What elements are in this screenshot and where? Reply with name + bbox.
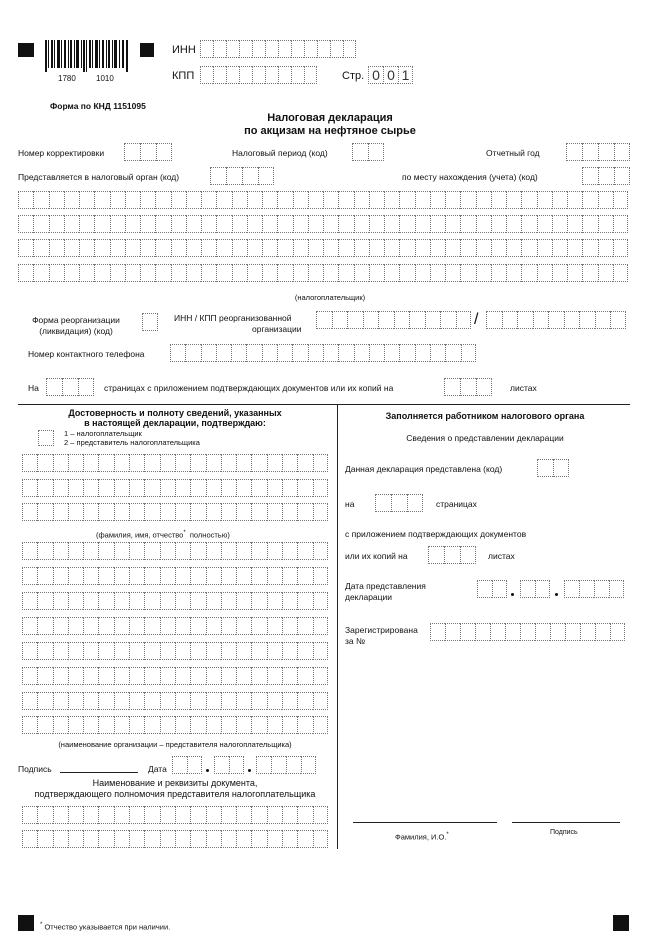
date-label: Дата bbox=[148, 764, 167, 774]
submission-day-cells[interactable] bbox=[477, 580, 507, 598]
fio-row[interactable] bbox=[22, 479, 328, 497]
pages-text: страницах с приложением подтверждающих документов или их копий на bbox=[104, 383, 394, 393]
title-line-2: по акцизам на нефтяное сырье bbox=[244, 125, 416, 137]
confirm-heading-1: Достоверность и полноту сведений, указанных bbox=[68, 408, 282, 418]
officer-signature-line[interactable] bbox=[512, 822, 620, 823]
date-day-cells[interactable] bbox=[172, 756, 202, 774]
with-docs-label: с приложением подтверждающих документов bbox=[345, 529, 527, 539]
report-year-label: Отчетный год bbox=[486, 148, 540, 158]
page-digit: 0 bbox=[368, 66, 383, 84]
page-digit: 1 bbox=[398, 66, 413, 84]
footnote-text: Отчество указывается при наличии. bbox=[44, 922, 171, 932]
officer-pages-label: страницах bbox=[436, 499, 477, 509]
page-label: Стр. bbox=[342, 70, 365, 82]
date-year-cells[interactable] bbox=[256, 756, 316, 774]
officer-on-label: на bbox=[345, 499, 355, 509]
authority-doc-row[interactable] bbox=[22, 806, 328, 824]
org-name-row[interactable] bbox=[22, 716, 328, 734]
barcode-number-right: 1010 bbox=[96, 74, 114, 83]
officer-name-line[interactable] bbox=[353, 822, 497, 823]
inn-cells[interactable] bbox=[200, 40, 356, 58]
page-number-cells bbox=[368, 66, 413, 84]
org-name-row[interactable] bbox=[22, 542, 328, 560]
officer-subheading: Сведения о представлении декларации bbox=[406, 433, 564, 443]
kpp-label: КПП bbox=[172, 70, 195, 82]
corner-marker-top-right bbox=[140, 43, 154, 57]
submission-date-label-2: декларации bbox=[345, 592, 393, 602]
org-name-row[interactable] bbox=[22, 592, 328, 610]
reorg-inn-label-1: ИНН / КПП реорганизованной bbox=[174, 313, 292, 323]
sheets-label: листах bbox=[510, 383, 537, 393]
officer-signature-label: Подпись bbox=[550, 829, 578, 836]
submitted-code-cells[interactable] bbox=[537, 459, 569, 477]
on-label: На bbox=[28, 383, 39, 393]
registered-label-2: за № bbox=[345, 636, 366, 646]
reorg-form-label-2: (ликвидация) (код) bbox=[39, 326, 113, 336]
title-line-1: Налоговая декларация bbox=[267, 112, 393, 124]
officer-heading: Заполняется работником налогового органа bbox=[385, 411, 585, 421]
reorg-inn-label-2: организации bbox=[252, 324, 302, 334]
confirm-type-cell[interactable] bbox=[38, 430, 54, 446]
correction-number-cells[interactable] bbox=[124, 143, 172, 161]
doc-heading-1: Наименование и реквизиты документа, bbox=[92, 778, 258, 788]
pages-count-cells[interactable] bbox=[46, 378, 94, 396]
barcode-number-left: 1780 bbox=[58, 74, 76, 83]
reorg-kpp-cells[interactable] bbox=[486, 311, 626, 329]
officer-fio-asterisk: * bbox=[446, 832, 449, 838]
officer-sheets-label: листах bbox=[488, 551, 515, 561]
officer-sheets-cells[interactable] bbox=[428, 546, 476, 564]
org-caption: (наименование организации – представителя налогоплательщика) bbox=[58, 740, 292, 749]
footnote bbox=[40, 920, 170, 933]
fio-row[interactable] bbox=[22, 503, 328, 521]
phone-cells[interactable] bbox=[170, 344, 476, 362]
reorg-form-cells[interactable] bbox=[142, 313, 158, 331]
or-copies-label: или их копий на bbox=[345, 551, 408, 561]
org-name-row[interactable] bbox=[22, 617, 328, 635]
taxpayer-name-row[interactable] bbox=[18, 191, 628, 209]
option-taxpayer: 1 – налогоплательщик bbox=[64, 429, 142, 438]
option-representative: 2 – представитель налогоплательщика bbox=[64, 438, 200, 447]
report-year-cells[interactable] bbox=[566, 143, 630, 161]
taxpayer-name-row[interactable] bbox=[18, 215, 628, 233]
inn-kpp-separator: / bbox=[474, 311, 479, 328]
submission-date-label-1: Дата представления bbox=[345, 581, 426, 591]
correction-number-label: Номер корректировки bbox=[18, 148, 105, 158]
section-divider-vertical bbox=[337, 404, 338, 849]
submitted-code-label: Данная декларация представлена (код) bbox=[345, 464, 503, 474]
taxpayer-name-row[interactable] bbox=[18, 239, 628, 257]
authority-doc-row[interactable] bbox=[22, 830, 328, 848]
org-name-row[interactable] bbox=[22, 567, 328, 585]
tax-authority-cells[interactable] bbox=[210, 167, 274, 185]
fio-row[interactable] bbox=[22, 454, 328, 472]
date-separator-dot bbox=[206, 769, 209, 772]
form-code: Форма по КНД 1151095 bbox=[50, 101, 146, 111]
date-separator-dot bbox=[555, 593, 558, 596]
fio-caption-end: полностью) bbox=[189, 530, 230, 540]
signature-label: Подпись bbox=[18, 764, 52, 774]
tax-period-cells[interactable] bbox=[352, 143, 384, 161]
submission-year-cells[interactable] bbox=[564, 580, 624, 598]
location-label: по месту нахождения (учета) (код) bbox=[402, 172, 538, 182]
registered-label-1: Зарегистрирована bbox=[345, 625, 418, 635]
officer-fio-label bbox=[395, 830, 449, 843]
date-separator-dot bbox=[511, 593, 514, 596]
fio-caption bbox=[96, 528, 230, 541]
barcode bbox=[45, 40, 129, 72]
taxpayer-name-row[interactable] bbox=[18, 264, 628, 282]
fio-caption-text: (фамилия, имя, отчество bbox=[96, 530, 184, 540]
footnote-asterisk: * bbox=[40, 922, 43, 928]
registration-number-cells[interactable] bbox=[430, 623, 625, 641]
officer-fio-text: Фамилия, И.О. bbox=[395, 832, 447, 842]
tax-period-label: Налоговый период (код) bbox=[232, 148, 328, 158]
date-month-cells[interactable] bbox=[214, 756, 244, 774]
org-name-row[interactable] bbox=[22, 692, 328, 710]
signature-line[interactable] bbox=[60, 772, 138, 773]
date-separator-dot bbox=[248, 769, 251, 772]
inn-label: ИНН bbox=[172, 44, 196, 56]
org-name-row[interactable] bbox=[22, 642, 328, 660]
sheets-count-cells[interactable] bbox=[444, 378, 492, 396]
corner-marker-bottom-left bbox=[18, 915, 34, 931]
kpp-cells[interactable] bbox=[200, 66, 317, 84]
confirm-heading-2: в настоящей декларации, подтверждаю: bbox=[84, 418, 266, 428]
submission-month-cells[interactable] bbox=[520, 580, 550, 598]
location-cells[interactable] bbox=[582, 167, 630, 185]
page-digit: 0 bbox=[383, 66, 398, 84]
taxpayer-caption: (налогоплательщик) bbox=[294, 293, 366, 302]
org-name-row[interactable] bbox=[22, 667, 328, 685]
doc-heading-2: подтверждающего полномочия представителя налогоплательщика bbox=[34, 789, 316, 799]
reorg-form-label-1: Форма реорганизации bbox=[32, 315, 120, 325]
section-divider-horizontal bbox=[18, 404, 630, 405]
reorg-inn-cells[interactable] bbox=[316, 311, 471, 329]
phone-label: Номер контактного телефона bbox=[28, 349, 145, 359]
corner-marker-bottom-right bbox=[613, 915, 629, 931]
officer-pages-cells[interactable] bbox=[375, 494, 423, 512]
tax-authority-label: Представляется в налоговый орган (код) bbox=[18, 172, 180, 182]
corner-marker-top-left bbox=[18, 43, 34, 57]
fio-asterisk: * bbox=[183, 530, 186, 536]
